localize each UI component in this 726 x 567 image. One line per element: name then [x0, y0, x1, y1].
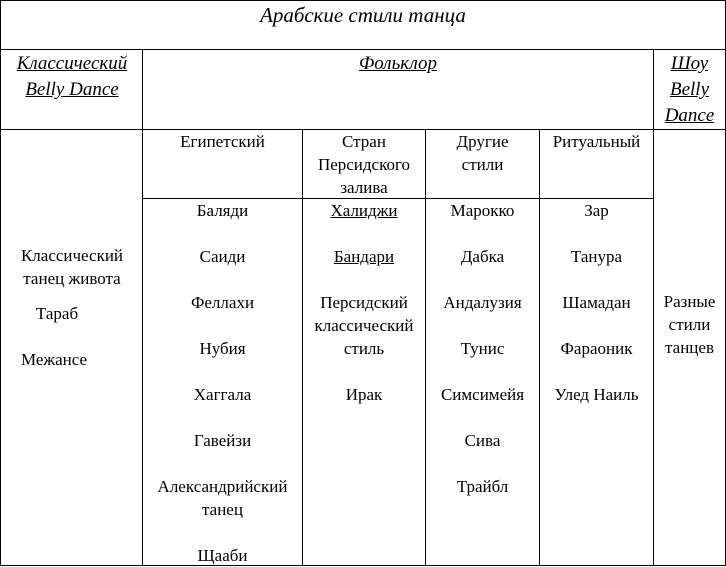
egypt-items-column [143, 199, 302, 567]
other-item: Марокко [450, 201, 515, 220]
gulf-items-column [303, 199, 425, 429]
egypt-item: Александрийский танец [157, 477, 288, 519]
classic-item: Межансе [20, 350, 88, 369]
other-item: Дабка [460, 247, 505, 266]
ritual-item: Танура [570, 247, 623, 266]
egypt-item: Щааби [197, 546, 248, 565]
subheader-egypt: Египетский [180, 132, 265, 151]
subheader-ritual: Ритуальный [552, 132, 641, 151]
ritual-item: Улед Наиль [554, 385, 639, 404]
classic-item: Тараб [35, 304, 79, 323]
classic-item: Классический танец живота [20, 246, 124, 288]
other-item: Тунис [460, 339, 505, 358]
gulf-item: Халиджи [330, 201, 398, 220]
ritual-item: Фараоник [560, 339, 633, 358]
group-folklore: Фольклор [358, 53, 438, 74]
gulf-item: Бандари [333, 247, 395, 266]
ritual-item: Зар [584, 201, 609, 220]
egypt-item: Гавейзи [193, 431, 252, 450]
egypt-item: Саиди [199, 247, 246, 266]
subheader-gulf: Стран Персидского залива [317, 132, 411, 197]
classic-items-column [2, 244, 142, 394]
show-item: Разные стили танцев [663, 292, 716, 357]
table-border-left [0, 0, 1, 566]
egypt-item: Хаггала [193, 385, 252, 404]
gulf-item: Персидский классический стиль [314, 293, 414, 358]
group-show-belly-dance: Шоу Belly Dance [664, 53, 715, 126]
other-item: Сива [464, 431, 501, 450]
table-border-top [0, 0, 726, 1]
other-item: Андалузия [443, 293, 522, 312]
other-items-column [426, 199, 539, 521]
egypt-item: Феллахи [190, 293, 255, 312]
group-classic-belly-dance: Классический Belly Dance [16, 53, 128, 100]
ritual-item: Шамадан [562, 293, 631, 312]
gulf-item: Ирак [345, 385, 383, 404]
rule-below-title [0, 49, 726, 50]
show-items-column [654, 290, 725, 359]
egypt-item: Баляди [196, 201, 249, 220]
subheader-other: Другие стили [456, 132, 509, 174]
other-item: Симсимейя [440, 385, 525, 404]
table-title: Арабские стили танца [260, 3, 466, 27]
egypt-item: Нубия [199, 339, 246, 358]
ritual-items-column [540, 199, 653, 429]
other-item: Трайбл [456, 477, 509, 496]
